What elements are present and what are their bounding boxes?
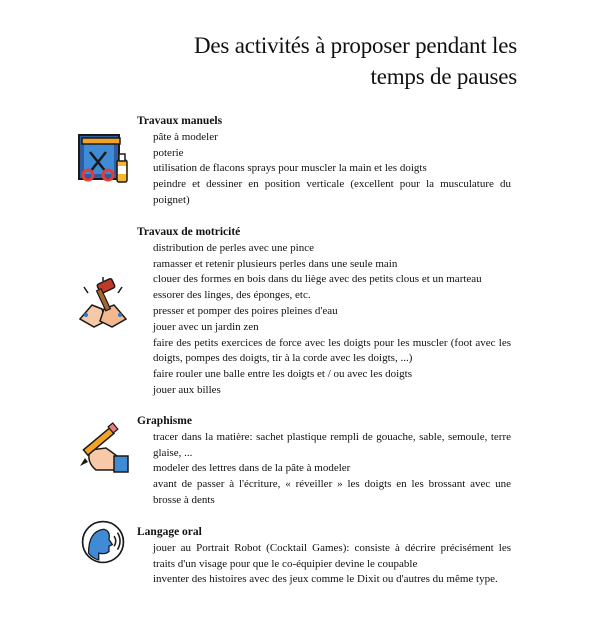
activity-list [137,241,511,399]
list-item: tracer dans la matière: sachet plastique rempli de gouache, sable, semoule, terre glaise, ... [153,430,511,459]
page-title [97,30,517,92]
section-content [137,114,511,209]
activity-list [137,541,511,588]
activity-list [137,130,511,209]
hand-writing-pencil-icon [76,422,130,476]
list-item: modeler des lettres dans de la pâte à modeler [153,462,351,475]
list-item: ramasser et retenir plusieurs perles dans une seule main [153,257,398,270]
list-item: utilisation de flacons sprays pour muscler la main et les doigts [153,162,427,175]
list-item: distribution de perles avec une pince [153,241,314,254]
list-item: jouer au Portrait Robot (Cocktail Games): consiste à décrire précisément les traits d'un visage pour que le co-équipier devine le coupable [153,541,511,570]
hands-hammer-icon [76,275,130,329]
speaking-head-icon [80,519,126,565]
list-item: poterie [153,146,184,159]
list-item: inventer des histoires avec des jeux comme le Dixit ou d'autres du même type. [153,573,498,586]
section-content [137,225,511,399]
list-item: presser et pomper des poires pleines d'eau [153,304,338,317]
page-title-line-2: temps de pauses [370,64,517,89]
page-title-line-1: Des activités à proposer pendant les [194,33,517,58]
activity-list [137,430,511,509]
section-heading: Travaux manuels [137,115,223,127]
list-item: jouer aux billes [153,383,221,396]
crafts-scissors-glue-icon [76,132,130,186]
section-content [137,414,511,509]
list-item: clouer des formes en bois dans du liège avec des petits clous et un marteau [153,273,482,286]
section-heading: Graphisme [137,415,192,427]
list-item: faire rouler une balle entre les doigts et / ou avec les doigts [153,368,413,381]
list-item: pâte à modeler [153,130,218,143]
list-item: peindre et dessiner en position verticale (excellent pour la musculature du poignet) [153,178,511,206]
section-heading: Langage oral [137,526,202,538]
list-item: faire des petits exercices de force avec les doigts pour les muscler (foot avec les doigts, pompes des doigts, tir à la corde avec les doigts, ...) [153,336,511,365]
list-item: avant de passer à l'écriture, « réveiller » les doigts en les brossant avec une brosse à dents [153,478,511,506]
section-heading: Travaux de motricité [137,226,241,238]
section-content [137,525,511,588]
list-item: essorer des linges, des éponges, etc. [153,289,311,302]
list-item: jouer avec un jardin zen [153,320,259,333]
